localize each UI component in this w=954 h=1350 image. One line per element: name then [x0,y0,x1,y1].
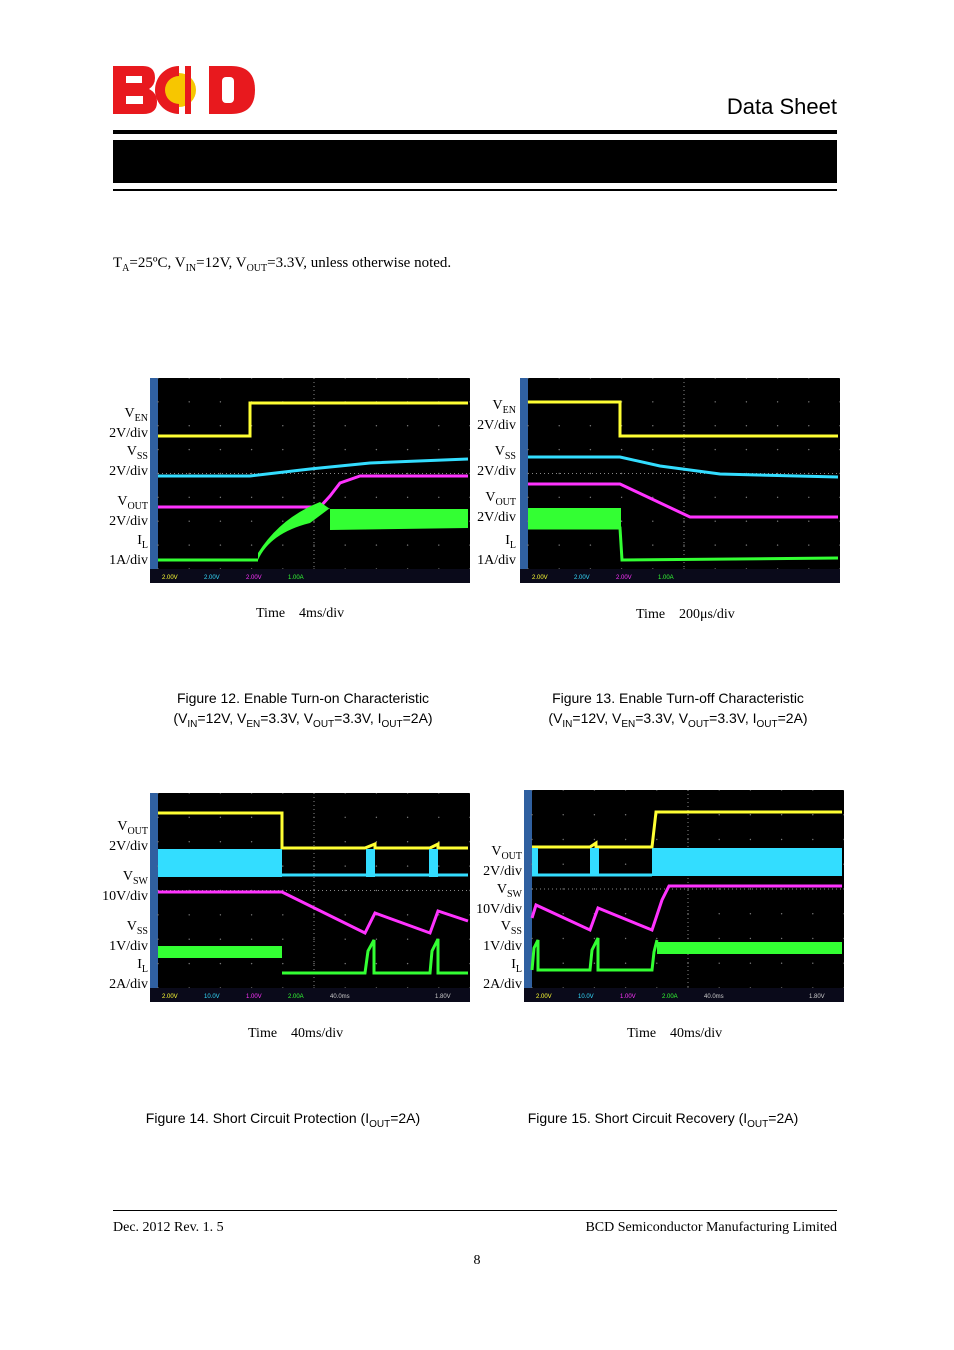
scope-background [150,793,470,1002]
vsw-switching-fill [652,848,842,876]
grid-dot [652,425,653,426]
scope-status-text: 2.00V [574,575,590,581]
grid-dot [376,865,377,866]
grid-dot [282,939,283,940]
grid-dot [376,449,377,450]
grid-dot [656,963,657,964]
grid-dot [407,425,408,426]
vsw-switching-fill [158,849,282,877]
grid-dot [746,544,747,545]
grid-dot [621,473,622,474]
grid-dot [220,914,221,915]
time-scale-label: Time 200μs/div [636,607,735,622]
channel-label: $V_{EN}$ 2V/div [109,406,148,441]
grid-dot [559,425,560,426]
grid-dot [781,963,782,964]
grid-dot [625,864,626,865]
grid-dot [345,497,346,498]
grid-dot [531,839,532,840]
grid-dot [715,449,716,450]
grid-dot [527,544,528,545]
grid-dot [189,425,190,426]
grid-dot [563,864,564,865]
grid-dot [625,963,626,964]
grid-dot [531,814,532,815]
scope-status-text: 2.00V [162,994,178,1000]
grid-dot [407,544,408,545]
grid-dot [189,939,190,940]
grid-dot [652,544,653,545]
grid-dot [808,425,809,426]
grid-dot [652,401,653,402]
grid-dot [750,938,751,939]
scope-status-text: 2.00V [162,575,178,581]
scope-status-bar [150,569,470,583]
header-rule-top [113,130,837,134]
grid-dot [812,938,813,939]
grid-dot [746,521,747,522]
grid-dot [781,888,782,889]
channel-label: $V_{OUT}$ 2V/div [477,490,516,525]
scope-left-strip [150,378,158,583]
grid-dot [189,817,190,818]
oscilloscope-capture [150,378,470,583]
grid-dot [376,963,377,964]
grid-dot [220,497,221,498]
channel-label: $V_{SS}$ 2V/div [477,444,516,479]
grid-dot [683,497,684,498]
grid-dot [808,449,809,450]
grid-dot [189,521,190,522]
grid-dot [777,449,778,450]
grid-dot [189,401,190,402]
grid-dot [781,839,782,840]
grid-dot [189,914,190,915]
grid-dot [251,497,252,498]
grid-dot [313,497,314,498]
grid-dot [590,425,591,426]
channel-label: $I_L$ 1A/div [109,533,148,568]
grid-dot [777,497,778,498]
grid-dot [220,963,221,964]
grid-dot [345,817,346,818]
grid-dot [625,888,626,889]
grid-dot [251,817,252,818]
grid-dot [625,938,626,939]
grid-dot [559,449,560,450]
grid-dot [157,963,158,964]
channel-label: $V_{OUT}$ 2V/div [483,844,522,879]
scope-status-text: 2.00V [616,575,632,581]
channel-label: $V_{SS}$ 2V/div [109,444,148,479]
oscilloscope-capture [520,378,840,583]
scope-status-bar [150,988,470,1002]
grid-dot [656,839,657,840]
grid-dot [376,939,377,940]
grid-dot [345,865,346,866]
grid-dot [313,521,314,522]
grid-dot [621,449,622,450]
grid-dot [345,841,346,842]
grid-dot [376,817,377,818]
scope-status-text: 2.00V [536,994,552,1000]
doc-type-title: Data Sheet [726,94,837,119]
scope-status-text: 2.00V [246,575,262,581]
scope-status-text: 1.00A [288,575,304,581]
header-band [113,140,837,183]
grid-dot [527,425,528,426]
grid-dot [812,839,813,840]
footer-rule [113,1210,837,1211]
grid-dot [656,938,657,939]
grid-dot [345,939,346,940]
vsw-burst-fill [590,848,599,876]
grid-dot [407,817,408,818]
grid-dot [251,841,252,842]
scope-status-text: 1.80V [435,994,451,1000]
grid-dot [715,401,716,402]
scope-status-bar [524,988,844,1002]
grid-dot [781,814,782,815]
figure-caption: Figure 13. Enable Turn-off Characteristic ($V_{IN}=12V$, $V_{EN}=3.3V$, $V_{OUT}=3.3V$, $I_{OUT}=2A$) [548,690,808,730]
time-scale-label: Time 4ms/div [256,606,345,621]
channel-label: $V_{OUT}$ 2V/div [109,819,148,854]
time-scale-label: Time 40ms/div [627,1026,723,1041]
grid-dot [313,544,314,545]
scope-status-text: 2.00V [204,575,220,581]
grid-dot [559,473,560,474]
grid-dot [563,814,564,815]
footer-date-rev: Dec. 2012 Rev. 1. 5 [113,1220,224,1235]
inductor-switching-fill [528,508,621,528]
grid-dot [594,938,595,939]
grid-dot [313,914,314,915]
grid-dot [407,890,408,891]
scope-status-text: 2.00V [532,575,548,581]
scope-left-strip [524,790,532,1002]
grid-dot [407,963,408,964]
grid-dot [438,817,439,818]
grid-dot [625,913,626,914]
grid-dot [750,839,751,840]
scope-status-text: 40.0ms [704,994,724,1000]
grid-dot [590,473,591,474]
grid-dot [719,814,720,815]
grid-dot [625,839,626,840]
scope-status-text: 10.0V [578,994,594,1000]
grid-dot [594,814,595,815]
grid-dot [719,913,720,914]
grid-dot [746,449,747,450]
grid-dot [220,939,221,940]
grid-dot [407,939,408,940]
grid-dot [220,817,221,818]
grid-dot [683,521,684,522]
grid-dot [345,963,346,964]
grid-dot [715,425,716,426]
channel-label: $V_{SS}$ 1V/div [109,919,148,954]
grid-dot [563,963,564,964]
grid-dot [189,449,190,450]
grid-dot [594,839,595,840]
grid-dot [746,401,747,402]
header-rule-bottom [113,189,837,191]
figure-caption: Figure 14. Short Circuit Protection $(I_{OUT}=2A)$ [145,1110,421,1130]
scope-left-strip [520,378,528,583]
grid-dot [282,497,283,498]
grid-dot [746,497,747,498]
vsw-burst-fill [366,849,375,877]
scope-status-text: 1.00A [658,575,674,581]
bcd-logo [113,66,255,114]
grid-dot [750,963,751,964]
grid-dot [282,865,283,866]
scope-status-text: 1.00V [246,994,262,1000]
scope-left-strip [150,793,158,1002]
grid-dot [719,938,720,939]
page-number: 8 [473,1253,481,1268]
grid-dot [282,449,283,450]
grid-dot [345,425,346,426]
grid-dot [157,497,158,498]
grid-dot [157,817,158,818]
grid-dot [282,914,283,915]
grid-dot [407,914,408,915]
grid-dot [251,521,252,522]
grid-dot [719,963,720,964]
oscilloscope-capture [524,790,844,1002]
grid-dot [687,839,688,840]
scope-status-bar [520,569,840,583]
grid-dot [719,839,720,840]
channel-label: $V_{SW}$ 10V/div [476,882,522,917]
grid-dot [157,425,158,426]
scope-background [520,378,840,583]
grid-dot [251,544,252,545]
grid-dot [345,544,346,545]
grid-dot [282,521,283,522]
grid-dot [750,814,751,815]
grid-dot [625,814,626,815]
grid-dot [527,449,528,450]
scope-status-text: 1.00V [620,994,636,1000]
oscilloscope-capture [150,793,470,1002]
figure-caption: Figure 15. Short Circuit Recovery $(I_{OUT}=2A)$ [527,1110,799,1130]
grid-dot [251,914,252,915]
grid-dot [220,841,221,842]
grid-dot [407,473,408,474]
scope-status-text: 40.0ms [330,994,350,1000]
grid-dot [220,425,221,426]
grid-dot [282,544,283,545]
scope-status-text: 1.80V [809,994,825,1000]
grid-dot [157,841,158,842]
grid-dot [157,449,158,450]
grid-dot [220,473,221,474]
grid-dot [590,497,591,498]
grid-dot [313,963,314,964]
grid-dot [719,888,720,889]
inductor-current-fill [158,946,282,958]
grid-dot [220,544,221,545]
test-conditions: $T_A=25ºC$, $V_{IN}=12V$, $V_{OUT}=3.3V$, unless otherwise noted. [113,255,452,274]
grid-dot [777,425,778,426]
grid-dot [189,473,190,474]
grid-dot [157,521,158,522]
grid-dot [251,963,252,964]
grid-dot [781,938,782,939]
grid-dot [652,449,653,450]
channel-label: $V_{EN}$ 2V/div [477,398,516,433]
grid-dot [808,544,809,545]
grid-dot [531,938,532,939]
channel-label: $I_L$ 2A/div [109,957,148,992]
scope-status-text: 10.0V [204,994,220,1000]
grid-dot [376,473,377,474]
scope-status-text: 2.00A [662,994,678,1000]
grid-dot [715,497,716,498]
figure-caption: Figure 12. Enable Turn-on Characteristic ($V_{IN}=12V$, $V_{EN}=3.3V$, $V_{OUT}=3.3V$, $I_{OUT}=2A$) [173,690,433,730]
grid-dot [251,939,252,940]
grid-dot [157,939,158,940]
grid-dot [220,521,221,522]
grid-dot [715,544,716,545]
grid-dot [683,544,684,545]
grid-dot [407,497,408,498]
grid-dot [715,521,716,522]
inductor-current-fill [657,942,842,954]
grid-dot [189,963,190,964]
channel-label: $V_{SS}$ 1V/div [483,919,522,954]
grid-dot [189,497,190,498]
scope-background [150,378,470,583]
grid-dot [157,401,158,402]
grid-dot [750,913,751,914]
grid-dot [189,841,190,842]
grid-dot [563,938,564,939]
grid-dot [777,544,778,545]
grid-dot [808,521,809,522]
grid-dot [345,890,346,891]
grid-dot [157,914,158,915]
grid-dot [559,497,560,498]
channel-label: $I_L$ 1A/div [477,533,516,568]
grid-dot [345,914,346,915]
grid-dot [438,865,439,866]
grid-dot [313,939,314,940]
grid-dot [777,521,778,522]
grid-dot [345,473,346,474]
grid-dot [621,497,622,498]
grid-dot [621,521,622,522]
grid-dot [594,963,595,964]
channel-label: $V_{OUT}$ 2V/div [109,494,148,529]
grid-dot [812,814,813,815]
grid-dot [559,544,560,545]
grid-dot [812,963,813,964]
grid-dot [808,401,809,402]
vsw-burst-fill [532,848,538,876]
grid-dot [157,544,158,545]
grid-dot [527,497,528,498]
grid-dot [563,913,564,914]
grid-dot [345,449,346,450]
grid-dot [812,913,813,914]
grid-dot [781,913,782,914]
footer-company: BCD Semiconductor Manufacturing Limited [585,1220,837,1235]
channel-label: $V_{SW}$ 10V/div [102,869,148,904]
grid-dot [376,497,377,498]
grid-dot [652,521,653,522]
time-scale-label: Time 40ms/div [248,1026,344,1041]
channel-label: $I_L$ 2A/div [483,957,522,992]
grid-dot [407,449,408,450]
grid-dot [563,888,564,889]
grid-dot [746,425,747,426]
grid-dot [376,544,377,545]
vsw-burst-fill [429,849,438,877]
grid-dot [590,544,591,545]
grid-dot [407,841,408,842]
grid-dot [777,401,778,402]
grid-dot [220,401,221,402]
grid-dot [251,473,252,474]
scope-status-text: 2.00A [288,994,304,1000]
grid-dot [220,449,221,450]
grid-dot [590,449,591,450]
grid-dot [376,890,377,891]
grid-dot [563,839,564,840]
grid-dot [376,425,377,426]
grid-dot [189,544,190,545]
grid-dot [282,425,283,426]
grid-dot [282,963,283,964]
grid-dot [594,888,595,889]
grid-dot [251,449,252,450]
grid-dot [808,497,809,498]
grid-dot [407,865,408,866]
grid-dot [750,888,751,889]
